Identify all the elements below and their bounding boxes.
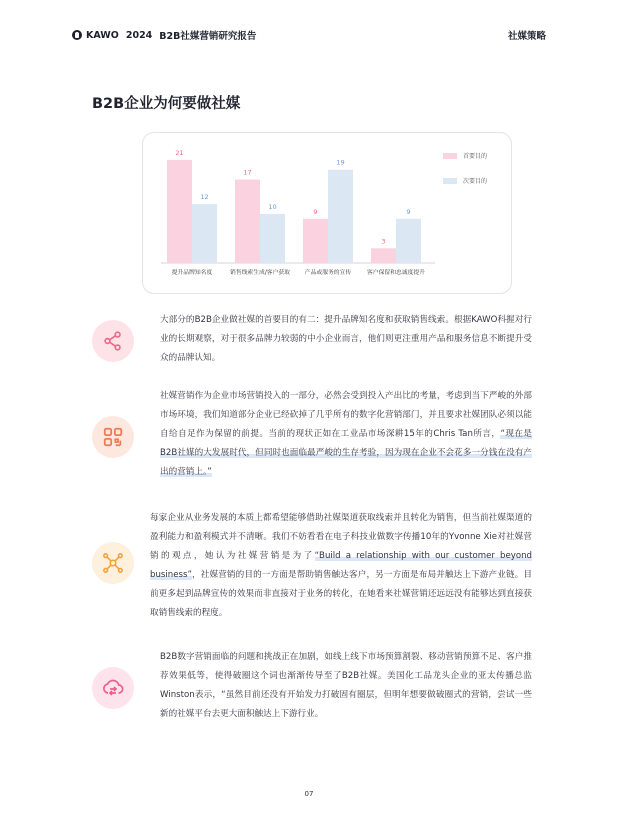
content-block-4 [92,653,532,733]
paragraph-1: 大部分的B2B企业做社媒的首要目的有二：提升品牌知名度和获取销售线索。根据KAWO科握对行业的长期观察，对于很多品牌力较弱的中小企业而言，他们则更注重用产品和服务信息不断提升受众的品牌认知。 [160,315,532,363]
data-label-secondary-0: 12 [200,193,209,202]
page-number: 07 [304,790,314,798]
bar-primary-2 [303,219,328,263]
cloud-sync-icon [92,667,134,709]
paragraph-2 [160,387,532,482]
data-label-primary-0: 21 [175,148,184,157]
bar-primary-1 [235,180,260,263]
paragraph-3-text-end: ，社媒营销的目的一方面是帮助销售触达客户，另一方面是布局并触达上下游产业链。目前更多起到品牌宣传的效果而非直接对于业务的转化，在她看来社媒营销还远远没有能够达到直接获取销售线索的程度。 [150,570,532,618]
data-label-primary-1: 17 [243,168,252,177]
report-year: 2024 [125,29,153,41]
bar-primary-0 [167,160,192,263]
data-label-secondary-1: 10 [268,202,277,211]
category-label-2: 产品或服务的宣传 [304,270,352,276]
data-label-primary-3: 3 [381,237,386,246]
brand-name: KAWO [86,29,119,41]
bar-secondary-2 [328,170,353,263]
category-label-0: 提升品牌知名度 [171,270,213,276]
data-label-secondary-2: 19 [336,158,345,167]
bar-primary-3 [371,248,396,263]
kawo-logo-icon [72,30,82,40]
bar-secondary-3 [396,219,421,263]
report-title: B2B社媒营销研究报告 [159,31,257,42]
legend-item-secondary [443,176,487,185]
legend-label-primary: 首要目的 [463,153,488,160]
page-heading: B2B企业为何要做社媒 [92,96,241,112]
bar-secondary-1 [260,214,285,263]
yvonne-xie-quote: “Build a relationship with our customer beyond business” [150,551,532,580]
paragraph-2-text: 社媒营销作为企业市场营销投入的一部分，必然会受到投入产出比的考量，考虑到当下严峻的外部市场环境，我们知道部分企业已经砍掉了几乎所有的数字化营销部门，并且要求社媒团队必须以能自给自足作为保留的前提。当前的现状正如在工业品市场深耕15年的Chris Tan所言， [160,391,532,439]
paragraph-3 [150,509,532,623]
qr-scan-icon [92,416,134,458]
category-label-1: 销售线索生成/客户获取 [230,270,290,276]
paragraph-3-text: 每家企业从业务发展的本质上都希望能够借助社媒渠道获取线索并且转化为销售，但当前社媒渠道的盈利能力和盈利模式并不清晰。我们不妨看看在电子科技业做数字传播10年的Yvonne Xie对社媒营销的观点，她认为社媒营销是为了 [150,513,532,561]
section-label: 社媒策略 [507,31,546,42]
share-icon [92,320,134,362]
legend-swatch-secondary [443,178,457,184]
page-header [0,0,618,56]
content-block-2 [92,392,532,492]
chart-card [142,132,512,294]
legend-item-primary [443,151,487,160]
data-label-primary-2: 9 [313,207,318,216]
network-icon [92,542,134,584]
content-block-3 [92,514,532,624]
report-brand [72,28,256,42]
content-block-1 [92,316,532,376]
legend-swatch-primary [443,153,457,159]
legend-label-secondary: 次要目的 [463,178,488,185]
paragraph-4: B2B数字营销面临的问题和挑战正在加剧，如线上线下市场预算割裂、移动营销预算不足、客户推荐效果低等，使得破圈这个词也渐渐传导至了B2B社媒。美国化工品龙头企业的亚太传播总监Winston表示，“虽然目前还没有开始发力打破固有圈层，但明年想要做破圈式的营销，尝试一些新的社媒平台去更大面积触达上下游行业。 [160,652,532,719]
chart-legend [443,151,487,201]
data-label-secondary-3: 9 [406,207,411,216]
category-label-3: 客户保留和忠诚度提升 [367,270,425,276]
chris-tan-quote: “现在是B2B社媒的大发展时代，但同时也面临最严峻的生存考验，因为现在企业不会花多一分钱在没有产出的营销上。” [160,429,532,477]
bar-secondary-0 [192,204,217,263]
